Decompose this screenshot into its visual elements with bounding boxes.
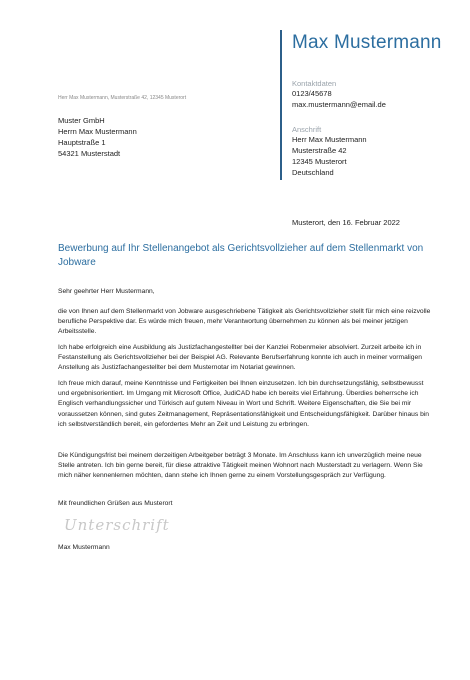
salutation: Sehr geehrter Herr Mustermann, <box>58 288 155 295</box>
paragraph-1: die von Ihnen auf dem Stellenmarkt von Jobware ausgeschriebene Tätigkeit als Gerichtsvollzieher stellt für mich eine reizvolle berufliche Perspektive dar. Es würde mich freuen, mehr Verantwortung übernehmen zu können als bei meiner jetzigen Arbeitsstelle. <box>58 308 431 336</box>
recipient-address <box>58 115 137 159</box>
contact-phone: 0123/45678 <box>292 89 332 98</box>
closing: Mit freundlichen Grüßen aus Musterort <box>58 500 173 507</box>
recipient-line: Hauptstraße 1 <box>58 138 106 147</box>
address-line: Deutschland <box>292 168 334 177</box>
letter-date: Musterort, den 16. Februar 2022 <box>292 218 400 227</box>
recipient-line: 54321 Musterstadt <box>58 149 121 158</box>
paragraph-4: Die Kündigungsfrist bei meinem derzeitigen Arbeitgeber beträgt 3 Monate. Im Anschluss kann ich unverzüglich meine neue Stelle antreten. Ich bin gerne bereit, für diese attraktive Tätigkeit meinen Wohnort nach Musterstadt zu verlagern. Wenn Sie mich näher kennenlernen möchten, dann stehe ich Ihnen gerne zu einem Vorstellungsgespräch zur Verfügung. <box>58 452 423 480</box>
applicant-name: Max Mustermann <box>292 32 442 53</box>
recipient-line: Muster GmbH <box>58 116 105 125</box>
signature-name: Max Mustermann <box>58 544 110 551</box>
address-block <box>292 134 367 178</box>
sender-return-line: Herr Max Mustermann, Musterstraße 42, 12345 Musterort <box>58 95 187 101</box>
address-line: 12345 Musterort <box>292 157 347 166</box>
address-line: Herr Max Mustermann <box>292 135 367 144</box>
recipient-line: Herrn Max Mustermann <box>58 127 137 136</box>
contact-heading: Kontaktdaten <box>292 79 337 88</box>
handwritten-signature: Unterschrift <box>64 516 170 534</box>
header-accent-rule <box>280 30 282 180</box>
paragraph-2: Ich habe erfolgreich eine Ausbildung als Justizfachangestellter bei der Kanzlei Robenmeier absolviert. Zurzeit arbeite ich in Festanstellung als Gerichtsvollzieher bei der Beispiel AG. Relevante Berufserfahrung konnte ich auch in meiner vormaligen Anstellung als Justizfachangestellter bei dem Musternotar im Notariat gewinnen. <box>58 344 422 372</box>
paragraph-3: Ich freue mich darauf, meine Kenntnisse und Fertigkeiten bei Ihnen einzusetzen. Ich bin durchsetzungsfähig, selbstbewusst und ergebnisorientiert. Im Umgang mit Microsoft Office, JudiCAD habe ich bereits viel Erfahrung. Überdies beherrsche ich Englisch verhandlungssicher und Türkisch auf gutem Niveau in Wort und Schrift. Weitere Eigenschaften, die Sie bei mir voraussetzen können, sind gutes Zeitmanagement, Repräsentationsfähigkeit und Entscheidungsfähigkeit. Darüber hinaus bin ich selbstverständlich bereit, ein gefordertes Mehr an Zeit und Leistung zu erbringen. <box>58 380 430 428</box>
address-heading: Anschrift <box>292 125 322 134</box>
contact-email: max.mustermann@email.de <box>292 100 386 109</box>
address-line: Musterstraße 42 <box>292 146 347 155</box>
letter-subject: Bewerbung auf Ihr Stellenangebot als Gerichtsvollzieher auf dem Stellenmarkt von Jobware <box>58 243 424 268</box>
